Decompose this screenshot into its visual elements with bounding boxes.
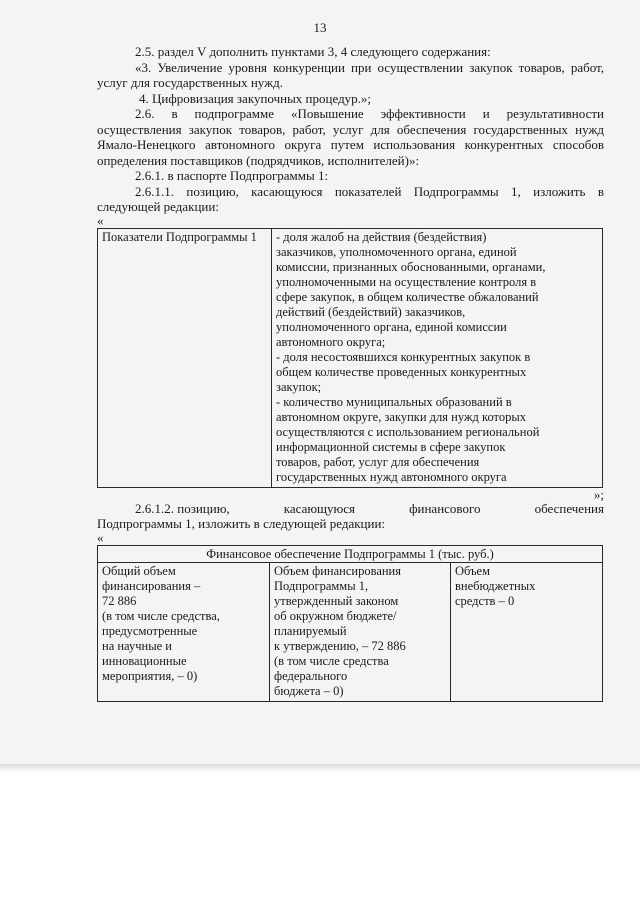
indicator-line: автономного округа;	[276, 334, 386, 349]
indicator-line: - количество муниципальных образований в	[276, 394, 512, 409]
financing-line: внебюджетных	[455, 578, 536, 593]
indicator-line: заказчиков, уполномоченного органа, единой	[276, 244, 517, 259]
closing-quote: »;	[593, 486, 604, 502]
financing-line: Объем	[455, 563, 490, 578]
financing-line: планируемый	[274, 623, 347, 638]
paragraph-2-6: 2.6. в подпрограмме «Повышение эффективности и результативности осуществления закупок товаров, работ, услуг для обеспечения государственных нужд Ямало-Ненецкого автономного округа путем использования конкурентных способов определения поставщиков (подрядчиков, исполнителей)»:	[97, 106, 604, 168]
indicator-line: уполномоченными на осуществление контроля в	[276, 274, 537, 289]
indicator-line: уполномоченного органа, единой комиссии	[276, 319, 507, 334]
indicator-line: товаров, работ, услуг для обеспечения	[276, 454, 480, 469]
indicator-line: закупок;	[276, 379, 322, 394]
financing-line: финансирования –	[102, 578, 201, 593]
paragraph-word: 2.6.1.2. позицию,	[135, 500, 230, 516]
financing-extrabudget-cell	[451, 562, 603, 701]
indicators-list-cell	[272, 228, 603, 487]
financing-line: средств – 0	[455, 593, 515, 608]
indicator-line: информационной системы в сфере закупок	[276, 439, 506, 454]
financing-line: мероприятия, – 0)	[102, 668, 198, 683]
financing-header: Финансовое обеспечение Подпрограммы 1 (тыс. руб.)	[98, 545, 603, 562]
paragraph-2-6-1: 2.6.1. в паспорте Подпрограммы 1:	[135, 168, 329, 183]
financing-line: Объем финансирования	[274, 563, 401, 578]
financing-line: 72 886	[102, 593, 137, 608]
indicators-label-cell: Показатели Подпрограммы 1	[98, 228, 272, 487]
financing-budget-cell	[270, 562, 451, 701]
scan-edge	[0, 764, 640, 772]
financing-table	[97, 545, 603, 702]
indicators-table	[97, 228, 603, 488]
paragraph-2-6-1-2-tail: Подпрограммы 1, изложить в следующей редакции:	[97, 516, 386, 531]
indicator-line: сфере закупок, в общем количестве обжалований	[276, 289, 539, 304]
financing-line: инновационные	[102, 653, 187, 668]
indicator-line: осуществляются с использованием региональной	[276, 424, 540, 439]
opening-quote: «	[97, 529, 104, 545]
indicator-line: автономном округе, закупки для нужд которых	[276, 409, 526, 424]
financing-line: бюджета – 0)	[274, 683, 344, 698]
paragraph-2-5: 2.5. раздел V дополнить пунктами 3, 4 следующего содержания:	[135, 44, 491, 59]
financing-line: (в том числе средства,	[102, 608, 220, 623]
financing-total-cell	[98, 562, 270, 701]
paragraph-word: финансового	[409, 500, 481, 516]
financing-line: утвержденный законом	[274, 593, 399, 608]
paragraph-2-6-1-2-first-line	[97, 501, 604, 517]
document-body	[97, 44, 604, 702]
indicator-line: государственных нужд автономного округа	[276, 469, 507, 484]
indicator-line: комиссии, признанных обоснованными, органами,	[276, 259, 546, 274]
paragraph-word: обеспечения	[534, 500, 604, 516]
financing-line: Подпрограммы 1,	[274, 578, 369, 593]
financing-line: федерального	[274, 668, 348, 683]
indicator-line: - доля несостоявшихся конкурентных закупок в	[276, 349, 531, 364]
financing-line: (в том числе средства	[274, 653, 389, 668]
paragraph-2-6-1-1: 2.6.1.1. позицию, касающуюся показателей Подпрограммы 1, изложить в следующей редакции:	[97, 183, 604, 214]
financing-line: на научные и	[102, 638, 172, 653]
financing-line: предусмотренные	[102, 623, 198, 638]
financing-line: к утверждению, – 72 886	[274, 638, 406, 653]
financing-line: об окружном бюджете/	[274, 608, 397, 623]
indicator-line: действий (бездействий) заказчиков,	[276, 304, 466, 319]
page-number: 13	[313, 20, 327, 35]
paragraph-word: касающуюся	[283, 500, 356, 516]
paragraph-item-4: 4. Цифровизация закупочных процедур.»;	[139, 90, 372, 106]
financing-line: Общий объем	[102, 563, 176, 578]
indicator-line: - доля жалоб на действия (бездействия)	[276, 229, 487, 244]
indicator-line: общем количестве проведенных конкурентных	[276, 364, 527, 379]
opening-quote: «	[97, 212, 104, 228]
paragraph-item-3: «3. Увеличение уровня конкуренции при осуществлении закупок товаров, работ, услуг для государственных нужд.	[97, 59, 604, 90]
